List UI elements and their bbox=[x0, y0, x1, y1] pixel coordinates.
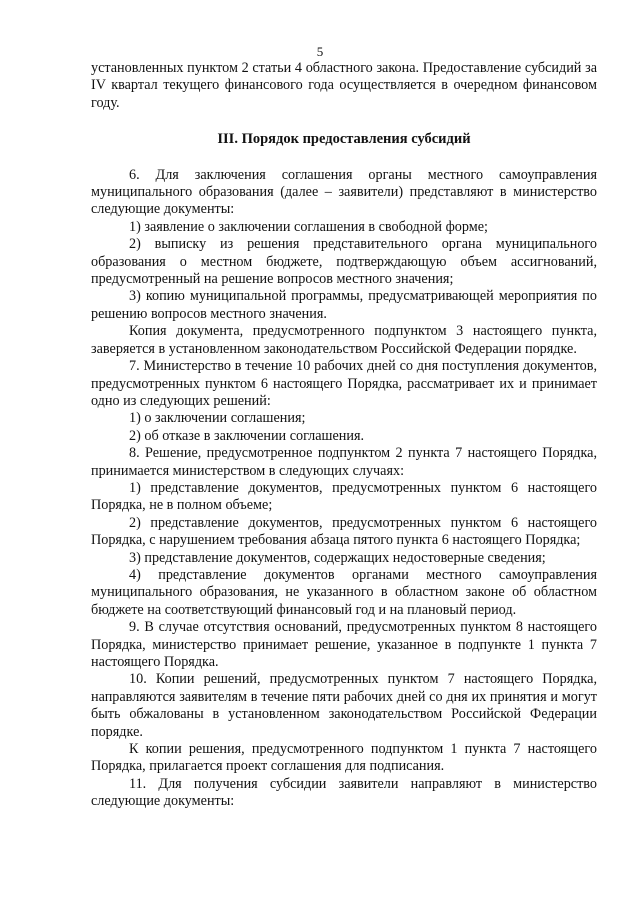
lead-paragraph: установленных пунктом 2 статьи 4 областного закона. Предоставление субсидий за IV квартал текущего финансового года осуществляется в очередном финансовом году. bbox=[91, 60, 597, 111]
subitem-7-1: 1) о заключении соглашения; bbox=[129, 410, 306, 427]
paragraph-8: 8. Решение, предусмотренное подпунктом 2 пункта 7 настоящего Порядка, принимается министерством в следующих случаях: bbox=[91, 445, 597, 479]
subitem-8-3: 3) представление документов, содержащих недостоверные сведения; bbox=[129, 549, 546, 566]
subitem-8-4: 4) представление документов органами местного самоуправления муниципального образования, не указанного в областном законе об областном бюджете на соответствующий финансовый год и на плановый период. bbox=[91, 566, 597, 618]
subitem-6-2: 2) выписку из решения представительного органа муниципального образования о местном бюджете, подтверждающую объем ассигнований, предусмотренный на решение вопросов местного значения; bbox=[91, 236, 597, 288]
subitem-6-3: 3) копию муниципальной программы, предусматривающей мероприятия по решению вопросов местного значения. bbox=[91, 288, 597, 322]
subitem-7-2: 2) об отказе в заключении соглашения. bbox=[129, 427, 365, 444]
paragraph-11: 11. Для получения субсидии заявители направляют в министерство следующие документы: bbox=[91, 775, 597, 810]
paragraph-6-note: Копия документа, предусмотренного подпунктом 3 настоящего пункта, заверяется в установленном законодательством Российской Федерации порядке. bbox=[91, 323, 597, 357]
paragraph-6: 6. Для заключения соглашения органы местного самоуправления муниципального образования (далее – заявители) представляют в министерство следующие документы: bbox=[91, 166, 597, 218]
subitem-8-2: 2) представление документов, предусмотренных пунктом 6 настоящего Порядка, с нарушением требования абзаца пятого пункта 6 настоящего Порядка; bbox=[91, 514, 597, 549]
page-number: 5 bbox=[316, 44, 324, 59]
paragraph-10: 10. Копии решений, предусмотренных пунктом 7 настоящего Порядка, направляются заявителям в течение пяти рабочих дней со дня их принятия и могут быть обжалованы в установленном законодательством Российской Федерации порядке. bbox=[91, 671, 597, 740]
subitem-6-1: 1) заявление о заключении соглашения в свободной форме; bbox=[129, 218, 488, 235]
subitem-8-1: 1) представление документов, предусмотренных пунктом 6 настоящего Порядка, не в полном объеме; bbox=[91, 479, 597, 514]
paragraph-10-note: К копии решения, предусмотренного подпунктом 1 пункта 7 настоящего Порядка, прилагается проект соглашения для подписания. bbox=[91, 741, 597, 775]
paragraph-9: 9. В случае отсутствия оснований, предусмотренных пунктом 8 настоящего Порядка, министерство принимает решение, указанное в подпункте 1 пункта 7 настоящего Порядка. bbox=[91, 619, 597, 670]
section-heading: III. Порядок предоставления субсидий bbox=[217, 131, 471, 148]
paragraph-7: 7. Министерство в течение 10 рабочих дней со дня поступления документов, предусмотренных пунктом 6 настоящего Порядка, рассматривает их и принимает одно из следующих решений: bbox=[91, 358, 597, 409]
document-body bbox=[91, 60, 597, 811]
